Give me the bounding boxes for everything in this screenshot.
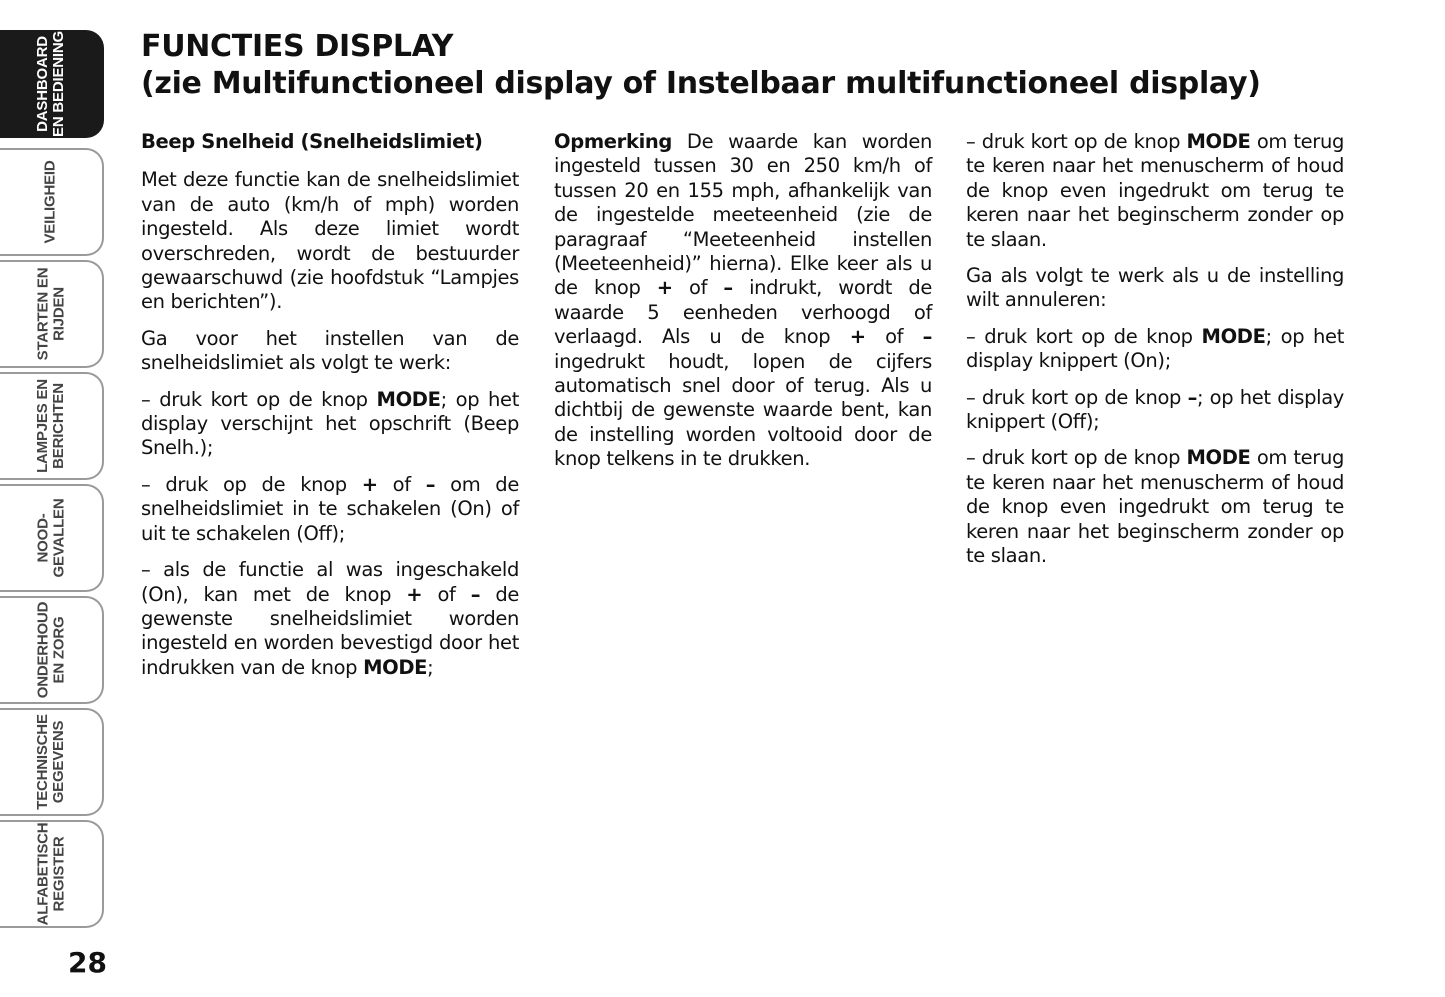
tab-label: ONDERHOUD EN ZORG [33,601,67,699]
page-number: 28 [68,946,107,979]
tab-label: STARTEN EN RIJDEN [33,267,67,361]
instruction-step: – als de functie al was ingeschakeld (On), kan met de knop + of – de gewenste snelheidslimiet worden ingesteld en worden bevestigd door het indrukken van de knop MODE; [141,558,519,679]
paragraph: Ga voor het instellen van de snelheidslimiet als volgt te werk: [141,326,519,375]
tab-label: LAMPJES EN BERICHTEN [33,379,67,473]
instruction-step: – druk op de knop + of – om de snelheidslimiet in te schakelen (On) of uit te schakelen (Off); [141,472,519,545]
tab-onderhoud-en-zorg[interactable] [0,596,104,704]
section-subheading: Beep Snelheid (Snelheidslimiet) [141,130,483,153]
note-paragraph: Opmerking De waarde kan worden ingesteld tussen 30 en 250 km/h of tussen 20 en 155 mph, afhankelijk van de ingestelde meeteenheid (zie de paragraaf “Meeteenheid instellen (Meeteenheid)” hierna). Elke keer als u de knop + of – indrukt, wordt de waarde 5 eenheden verhoogd of verlaagd. Als u de knop + of – ingedrukt houdt, lopen de cijfers automatisch snel door of terug. Als u dichtbij de gewenste waarde bent, kan de instelling worden voltooid door de knop telkens in te drukken. [554,130,933,471]
tab-label: DASHBOARD EN BEDIENING [34,31,68,137]
instruction-step: – druk kort op de knop MODE; op het display knippert (On); [966,324,1344,373]
text-column-2 [554,130,932,484]
instruction-step: – druk kort op de knop MODE om terug te keren naar het menuscherm of houd de knop even ingedrukt om terug te keren naar het beginscherm zonder op te slaan. [966,130,1344,251]
tab-label: NOOD- GEVALLEN [34,498,67,578]
title-line-2: (zie Multifunctioneel display of Instelbaar multifunctioneel display) [141,66,1261,101]
instruction-step: – druk kort op de knop MODE om terug te keren naar het menuscherm of houd de knop even ingedrukt om terug te keren naar het beginscherm zonder op te slaan. [966,446,1344,568]
title-line-1: FUNCTIES DISPLAY [141,29,454,64]
tab-alfabetisch-register[interactable] [0,820,104,928]
paragraph: Ga als volgt te werk als u de instelling wilt annuleren: [966,264,1344,312]
tab-lampjes-en-berichten[interactable] [0,372,104,480]
instruction-step: – druk kort op de knop –; op het display knippert (Off); [966,385,1344,434]
paragraph: Met deze functie kan de snelheidslimiet van de auto (km/h of mph) worden ingesteld. Als deze limiet wordt overschreden, wordt de bestuurder gewaarschuwd (zie hoofdstuk “Lampjes en berichten”). [141,168,519,314]
instruction-step: – druk kort op de knop MODE; op het display verschijnt het opschrift (Beep Snelh.); [141,387,519,460]
tab-dashboard[interactable] [0,30,104,138]
page-title [141,28,1401,102]
tab-label: VEILIGHEID [41,160,59,244]
tab-label: ALFABETISCH REGISTER [34,822,67,926]
tab-noodgevallen[interactable] [0,484,104,592]
tab-label: TECHNISCHE GEGEVENS [33,714,67,810]
tab-technische-gegevens[interactable] [0,708,104,816]
text-column-1 [141,130,519,692]
tab-starten-en-rijden[interactable] [0,260,104,368]
tab-veiligheid[interactable] [0,148,104,256]
text-column-3 [966,130,1344,581]
